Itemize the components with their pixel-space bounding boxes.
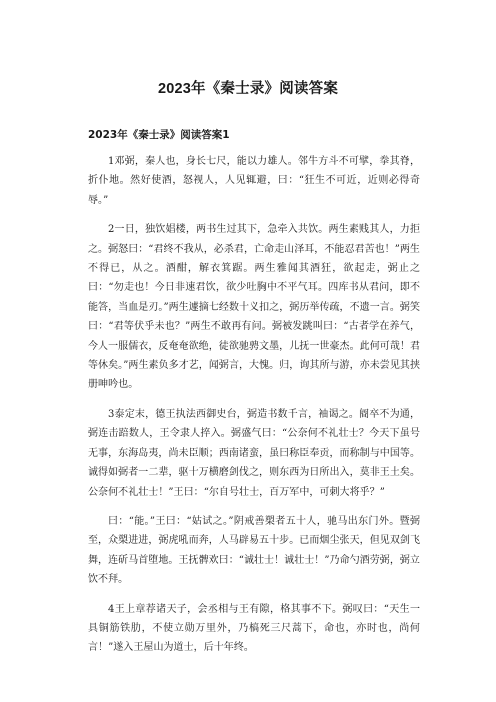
paragraph-5: 4王上章荐诸天子，会丞相与王有隙，格其事不下。弼叹曰：“天生一具铜筋铁肋，不使立勋万里外，乃槁死三尺蒿下，命也，亦时也，尚何言！”遂入王屋山为道士，后十年终。 [88,603,420,654]
section-heading: 2023年《秦士录》阅读答案1 [88,129,230,141]
article-body [88,152,420,668]
document-title: 2023年《秦士录》阅读答案 [157,81,339,97]
paragraph-4: 曰：“能。”王曰：“姑试之。”阴戒善槊者五十人，驰马出东门外。暨弼至，众槊进进，弼虎吼而奔，人马辟易五十步。已而烟尘张天，但见双剑飞舞，连斫马首堕地。王抚髀欢曰：“诚壮士！诚壮士！”乃命勺酒劳弼，弼立饮不拜。 [88,515,420,586]
paragraph-1: 1邓弼，秦人也，身长七尺，能以力雄人。邻牛方斗不可擘，拳其脊，折仆地。然好使酒，怒视人，人见辄避，曰：“狂生不可近，近则必得奇辱。” [88,156,420,206]
paragraph-2: 2一日，独饮娼楼，两书生过其下，急牵入共饮。两生素贱其人，力拒之。弼怒曰：“君终不我从，必杀君，亡命走山泽耳，不能忍君苦也！”两生不得已，从之。酒酣，解衣箕踞。两生雅闻其酒狂，欲起走，弼止之曰：“勿走也！今日非速君饮，欲少吐胸中不平气耳。四库书从君问，即不能答，当血是刃。”两生遽摘七经数十义扣之，弼历举传疏，不遗一言。弼笑曰：“君等伏乎未也？”两生不敢再有问。弼被发跳叫曰：“古者学在养气，今人一服儒衣，反奄奄欲绝，徒欲驰骋文墨，儿抚一世豪杰。此何可哉！君等休矣。”两生素负多才艺，闻弼言，大愧。归，询其所与游，亦未尝见其挟册呻吟也。 [88,224,420,391]
paragraph-3: 3泰定末，德王执法西御史台，弼造书数千言，袖谒之。阍卒不为通，弼连击踣数人，王令隶人捽入。弼盛气曰：“公奈何不礼壮士？今天下虽号无事，东海岛夷，尚未臣顺；西南诸蛮，虽曰称臣奉贡，而称制与中国等。诚得如弼者一二辈，驱十万横磨剑伐之，则东西为日所出入，莫非王土矣。公奈何不礼壮士！”王曰：“尔自号壮士，百万军中，可刺大将乎？” [88,408,420,498]
